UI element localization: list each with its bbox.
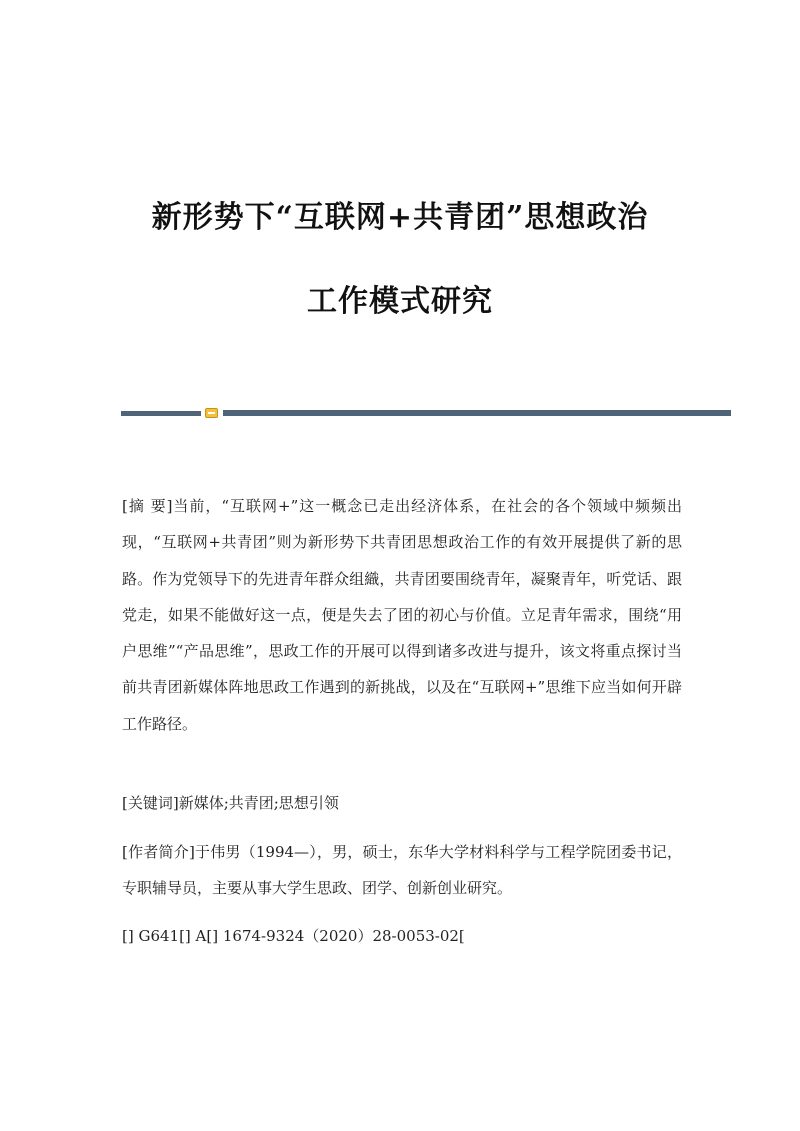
author-bio-paragraph: [作者简介]于伟男（1994—），男，硕士，东华大学材料科学与工程学院团委书记，专职辅导员，主要从事大学生思政、团学、创新创业研究。 <box>122 843 682 898</box>
classification-line: [] G641[] A[] 1674-9324（2020）28-0053-02[ <box>122 927 465 945</box>
divider-bar-left <box>121 411 201 416</box>
document-title-line-1: 新形势下“互联网+共青团”思想政治 <box>151 200 649 235</box>
title-divider <box>121 408 731 418</box>
document-title-line-2: 工作模式研究 <box>307 284 493 319</box>
divider-emblem-icon <box>205 408 218 418</box>
abstract-paragraph: [摘 要]当前，“互联网+”这一概念已走出经济体系，在社会的各个领域中频频出现，“互联网+共青团”则为新形势下共青团思想政治工作的有效开展提供了新的思路。作为党领导下的先进青年群众组織，共青团要围绕青年，凝聚青年，听党话、跟党走，如果不能做好这一点，便是失去了团的初心与价值。立足青年需求，围绕“用户思维”“产品思维”，思政工作的开展可以得到诸多改进与提升，该文将重点探讨当前共青团新媒体阵地思政工作遇到的新挑战，以及在“互联网+”思维下应当如何开辟工作路径。 <box>122 497 682 733</box>
divider-bar-right <box>223 410 731 416</box>
keywords-line: [关键词]新媒体;共青团;思想引领 <box>122 794 339 812</box>
